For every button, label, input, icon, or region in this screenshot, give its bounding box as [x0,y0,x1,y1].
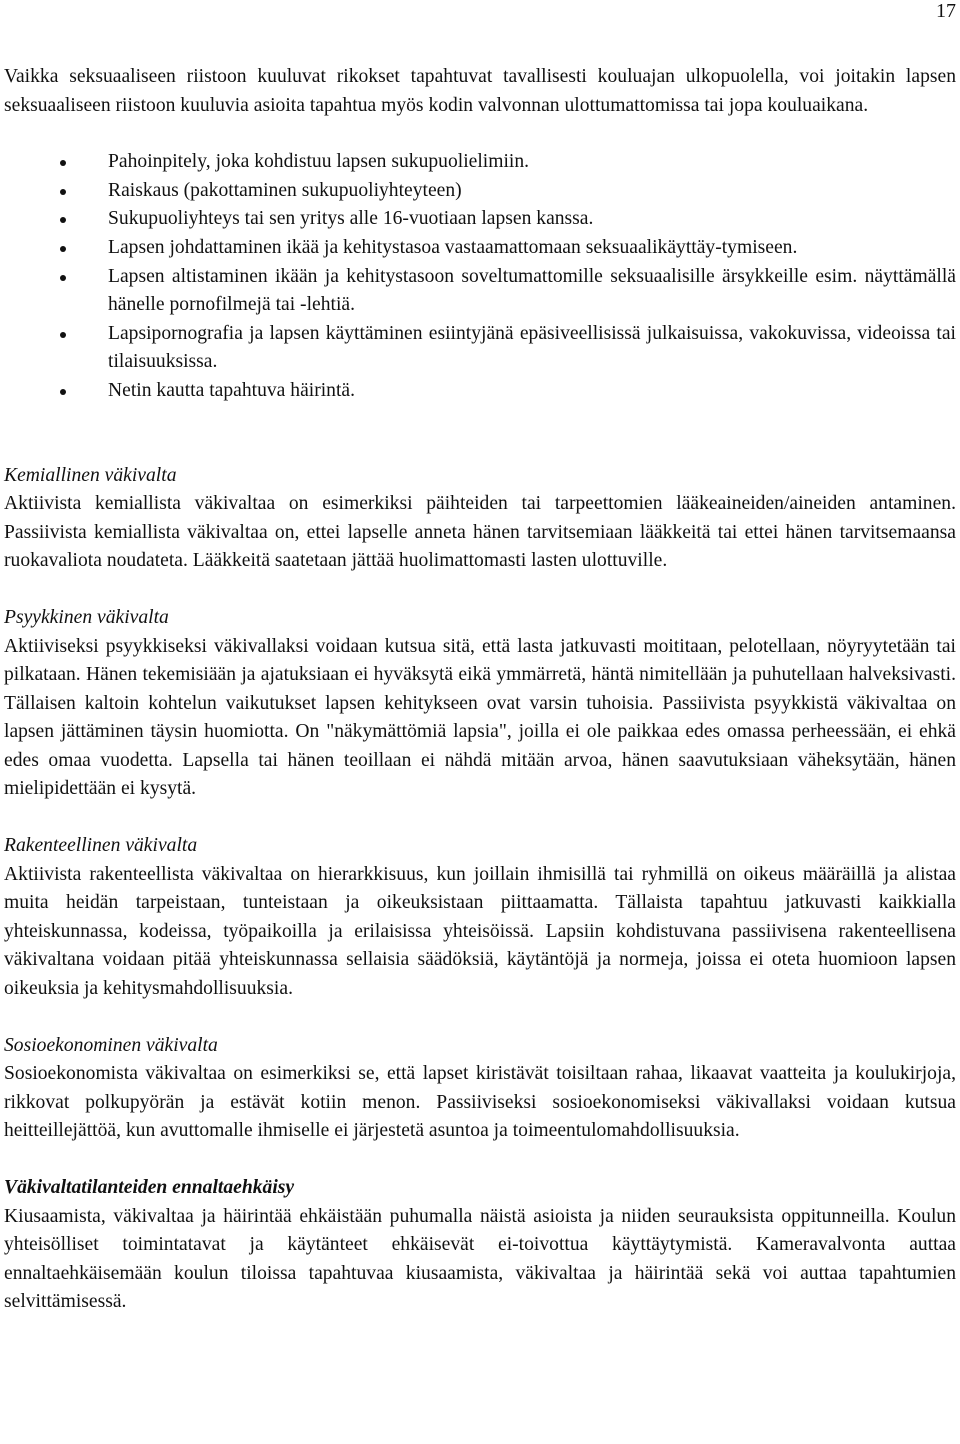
section-socioeconomic-violence [4,1032,956,1146]
bullet-icon [60,389,66,395]
section-body: Sosioekonomista väkivaltaa on esimerkiksi se, että lapset kiristävät toisiltaan rahaa, likaavat vaatteita ja koulukirjoja, rikkovat polkupyörän ja estävät kotiin menon. Passiiviseksi sosioekonomiseksi väkivallaksi voidaan kutsua heitteillejättöä, kun avuttomalle ihmiselle ei järjestetä asuntoa ja toimeentulomahdollisuuksia. [4,1063,956,1142]
list-item-text: Sukupuoliyhteys tai sen yritys alle 16-vuotiaan lapsen kanssa. [108,208,594,230]
section-body: Aktiiviseksi psyykkiseksi väkivallaksi voidaan kutsua sitä, että lasta jatkuvasti moititaan, pelotellaan, nöyryytetään tai pilkataan. Hänen tekemisiään ja ajatuksiaan ei hyväksytä eikä ymmärretä, häntä nimitellään ja puhutellaan halveksivasti. Tällaisen kaltoin kohtelun vaikutukset lapsen kehitykseen ovat varsin tuhoisia. Passiivista psyykkistä väkivaltaa on lapsen jättäminen täysin huomiotta. On "näkymättömiä lapsia", joilla ei ole paikkaa edes omassa perheessään, ei ehkä edes omaa vuodetta. Lapsella tai hänen teoillaan ei nähdä mitään arvoa, hänen saavutuksiaan väheksytään, hänen mielipidettään ei kysytä. [4,635,956,800]
document-body [4,63,956,1317]
bullet-list [4,148,956,405]
list-item [4,148,956,177]
list-item-text: Lapsen johdattaminen ikää ja kehitystasoa vastaamattomaan seksuaalikäyttäy-tymiseen. [108,236,798,258]
list-item-text: Lapsen altistaminen ikään ja kehitystasoon soveltumattomille seksuaalisille ärsykkeille esim. näyttämällä hänelle pornofilmejä tai -lehtiä. [108,265,956,316]
section-structural-violence [4,832,956,1004]
section-body: Aktiivista kemiallista väkivaltaa on esimerkiksi päihteiden tai tarpeettomien lääkeaineiden/aineiden antaminen. Passiivista kemiallista väkivaltaa on, ettei lapselle anneta hänen tarvitsemiaan lääkkeitä tai ettei hänen tarvitsemaansa ruokavaliota noudateta. Lääkkeitä saatetaan jättää huolimattomasti lasten ulottuville. [4,493,956,572]
intro-paragraph: Vaikka seksuaaliseen riistoon kuuluvat rikokset tapahtuvat tavallisesti kouluajan ulkopuolella, voi joitakin lapsen seksuaaliseen riistoon kuuluvia asioita tapahtua myös kodin valvonnan ulottumattomissa tai jopa kouluaikana. [4,66,956,116]
section-body: Aktiivista rakenteellista väkivaltaa on hierarkkisuus, kun joillain ihmisillä tai ryhmillä on oikeus määräillä ja alistaa muita heidän tarpeistaan, tunteistaan ja oikeuksistaan piittaamatta. Tällaista tapahtuu jatkuvasti kaikkialla yhteiskunnassa, kodeissa, työpaikoilla ja erilaisissa yhteisöissä. Lapsiin kohdistuvana passiivisena rakenteellisena väkivaltana voidaan pitää yhteiskunnassa sellaisia säädöksiä, käytäntöjä ja normeja, joissa ei oteta huomioon lapsen oikeuksia ja kehitysmahdollisuuksia. [4,863,956,1000]
list-item [4,377,956,406]
section-chemical-violence [4,462,956,576]
list-item-text: Lapsipornografia ja lapsen käyttäminen esiintyjänä epäsiveellisissä julkaisuissa, vakokuvissa, videoissa tai tilaisuuksissa. [108,322,956,373]
bullet-icon [60,246,66,252]
section-title: Väkivaltatilanteiden ennaltaehkäisy [4,1177,295,1198]
page-number: 17 [936,0,956,22]
list-item-text: Netin kautta tapahtuva häirintä. [108,379,356,401]
bullet-icon [60,332,66,338]
list-item [4,320,956,377]
bullet-icon [60,275,66,281]
list-item [4,177,956,206]
list-item [4,263,956,320]
section-title: Psyykkinen väkivalta [4,606,169,628]
list-item-text: Raiskaus (pakottaminen sukupuoliyhteyteen) [108,179,462,201]
list-item [4,205,956,234]
list-item [4,234,956,263]
section-title: Kemiallinen väkivalta [4,464,177,486]
section-title: Sosioekonominen väkivalta [4,1034,218,1056]
bullet-icon [60,160,66,166]
bullet-icon [60,189,66,195]
section-psychological-violence [4,604,956,804]
bullet-icon [60,217,66,223]
section-title: Rakenteellinen väkivalta [4,835,198,857]
section-body: Kiusaamista, väkivaltaa ja häirintää ehkäistään puhumalla näistä asioista ja niiden seurauksista oppitunneilla. Koulun yhteisölliset toimintatavat ja käytänteet ehkäisevät ei-toivottua käyttäytymistä. Kameravalvonta auttaa ennaltaehkäisemään koulun tiloissa tapahtuvaa kiusaamista, väkivaltaa ja häirintää sekä voi auttaa tapahtumien selvittämisessä. [4,1205,956,1313]
list-item-text: Pahoinpitely, joka kohdistuu lapsen sukupuolielimiin. [108,151,530,173]
section-violence-prevention [4,1174,956,1317]
